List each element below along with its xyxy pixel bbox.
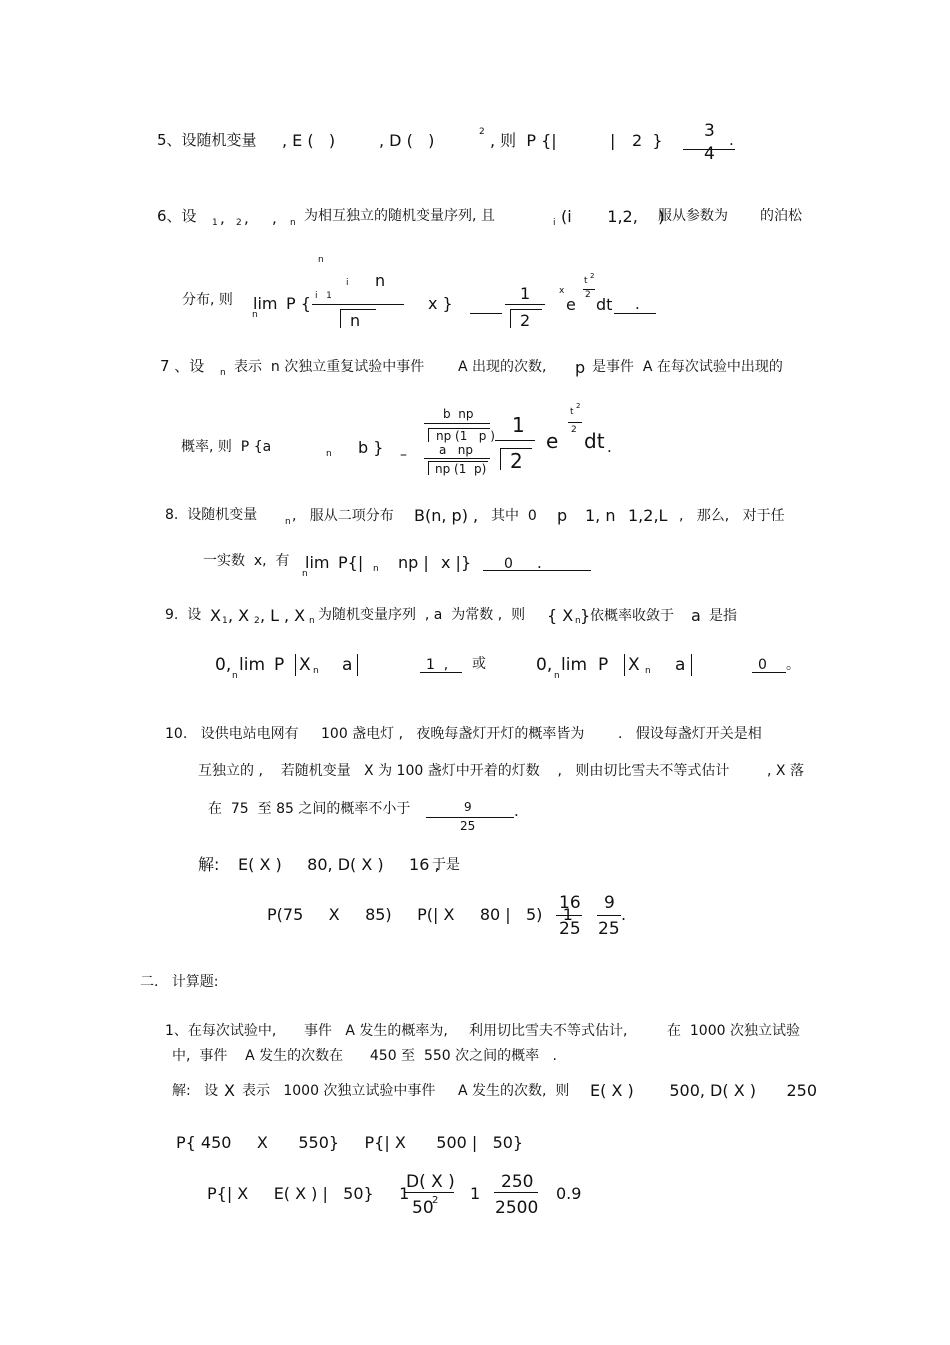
q9-P-b: P [598, 655, 609, 675]
q7-half: 2 [571, 425, 577, 435]
q6-comma-1: , [220, 209, 225, 227]
q9-lim-sub-b: n [554, 671, 560, 681]
q7-dt: dt [584, 429, 605, 453]
q9-brace-sub: n [575, 616, 581, 626]
q9-answer-2-blank [752, 672, 786, 673]
q7-t-square: 2 [576, 402, 581, 410]
calc-1-solution-label: 解: 设 [172, 1083, 219, 1099]
q6-sub-i: i [553, 218, 556, 228]
q10-answer-numerator: 9 [464, 800, 472, 814]
q9-brace: { X [547, 606, 574, 625]
q9-answer-1: 1 , [426, 657, 449, 673]
q9-cond-a: 0, [215, 655, 232, 675]
q5-bound: 2 } [632, 131, 663, 150]
q6-line2: 分布, 则 [182, 292, 233, 308]
q10-frac1-line [556, 915, 582, 916]
q10-frac1-denominator: 25 [559, 919, 581, 939]
q6-comma-2: , [244, 209, 249, 227]
q8-answer: 0 [504, 556, 513, 572]
q9-X-b: X [628, 655, 640, 675]
calc-1-prob-line-2: P{| X E( X ) | 50} 1 [207, 1184, 410, 1203]
q10-tail: . 假设每盏灯开关是相 [618, 726, 762, 742]
q6-dot: . [635, 295, 640, 313]
q7-lower-denominator: np (1 p) [435, 462, 487, 476]
q8-p: p [557, 506, 568, 525]
q10-answer-blank [426, 817, 514, 818]
q10-dot: . [514, 802, 519, 820]
q5-variance: , D ( ) [379, 131, 435, 150]
q7-p: p [575, 358, 586, 377]
q9-L: , L [260, 606, 280, 625]
q6-lim: lim [253, 294, 278, 313]
q9-X-a: X [299, 655, 311, 675]
q6-dt: dt [596, 295, 613, 314]
q9-period: 。 [786, 657, 800, 673]
q8-np: np | [398, 553, 429, 572]
q8-answer-blank [483, 570, 591, 571]
q10-lamps: 100 盏电灯 , 夜晚每盏灯开灯的概率皆为 [321, 726, 585, 742]
q10-frac1-numerator: 16 [559, 893, 581, 913]
q6-one-line [505, 304, 545, 305]
q8-tail: , 那么, 对于任 [679, 508, 785, 524]
calc-1-frac-line [404, 1192, 454, 1193]
q9-abs-close-b [691, 654, 692, 676]
calc-1-prob-line-1: P{ 450 X 550} P{| X 500 | 50} [176, 1133, 524, 1152]
q7-b: b } [358, 438, 384, 457]
q6-P: P { [286, 294, 311, 313]
q7-exp-line [568, 422, 582, 423]
q6-t: t [584, 276, 588, 286]
q9-answer-1-blank [420, 672, 462, 673]
q8-lim: lim [305, 553, 330, 572]
q5-expectation: , E ( ) [282, 131, 336, 150]
q6-t-square: 2 [590, 272, 595, 280]
q10-end-dot: . [621, 905, 627, 924]
q9-brace-close: } [580, 606, 591, 625]
q8-P: P{| [338, 553, 364, 572]
q9-xn: , X [284, 606, 306, 625]
q6-half: 2 [585, 290, 591, 300]
q5-probability: , 则 P {| [490, 131, 557, 150]
q5-lead: 5、设随机变量 [157, 131, 257, 149]
q10-line2: 互独立的 , 若随机变量 X 为 100 盏灯中开着的灯数 , 则由切比雪夫不等式估计 [198, 763, 730, 779]
q8-sub-n2: n [373, 564, 379, 574]
q6-sum-i: i [346, 278, 349, 288]
q8-lead: 8. 设随机变量 [165, 507, 258, 523]
q9-lim-sub-a: n [232, 671, 238, 681]
q9-lim-b: lim [561, 655, 588, 675]
q9-sub1: 1 [222, 616, 228, 626]
q7-sqrt2: 2 [510, 449, 523, 473]
q6-poisson: 的泊松 [760, 208, 802, 224]
q10-solution-then: 于是 [432, 857, 460, 873]
calc-1-part-d: 在 1000 次独立试验 [667, 1023, 800, 1039]
calc-1-frac-square: 2 [432, 1195, 439, 1206]
q6-radical2 [510, 310, 511, 328]
q6-blank-left [470, 313, 502, 314]
q9-x1: X [210, 606, 221, 625]
q6-one: 1 [520, 284, 531, 303]
q10-solution-moments: E( X ) 80, D( X ) 16 , [238, 855, 440, 874]
q10-probability-line: P(75 X 85) P(| X 80 | 5) 1 [267, 905, 573, 924]
q6-lim-sub: n [252, 310, 258, 320]
q7-radical [500, 448, 501, 470]
calc-1-frac2-denominator: 2500 [495, 1198, 539, 1218]
calc-1-part-c: 利用切比雪夫不等式估计, [469, 1023, 628, 1039]
q7-e: e [546, 429, 559, 453]
q8-text: , 服从二项分布 [292, 508, 394, 524]
q10-frac2-line [597, 915, 621, 916]
q9-abs-close-a [357, 654, 358, 676]
q8-n: 1, n [585, 506, 616, 525]
calc-1-frac2-numerator: 250 [501, 1172, 534, 1192]
q7-event: A 出现的次数, [458, 359, 547, 375]
q8-where: 其中 0 [491, 508, 537, 524]
q7-one-line [495, 440, 535, 441]
q7-upper-numerator: b np [443, 407, 474, 421]
q7-dash: – [400, 447, 407, 463]
q6-index-range: (i 1,2, ) [561, 207, 665, 226]
q7-upper-line [424, 423, 490, 424]
q10-line2-tail: , X 落 [767, 763, 804, 779]
calc-1-frac-denominator: 50 [412, 1198, 434, 1218]
q7-text: 表示 n 次独立重复试验中事件 [234, 359, 425, 375]
q9-tail: 依概率收敛于 [590, 608, 674, 624]
q7-lower-radical [428, 461, 429, 475]
q8-binomial: B(n, p) , [414, 506, 479, 525]
q7-sub-n2: n [326, 449, 332, 459]
q6-sqrt2: 2 [520, 311, 531, 330]
q5-answer-denominator: 4 [704, 144, 715, 164]
q6-comma-3: , [272, 209, 277, 227]
q8-seq: 1,2,L [628, 506, 668, 525]
q6-sup-x: x [559, 286, 565, 296]
q6-blank-right [614, 313, 656, 314]
q6-sqrt-n: n [350, 311, 361, 330]
q9-a: a [691, 606, 701, 625]
q7-t: t [570, 407, 574, 417]
q7-line2: 概率, 则 P {a [181, 439, 272, 455]
calc-1-solution-text: 表示 1000 次独立试验中事件 [242, 1083, 436, 1099]
q9-lead: 9. 设 [165, 607, 202, 623]
q5-bar: | [610, 131, 616, 150]
q5-answer-numerator: 3 [704, 121, 715, 141]
q6-n: n [375, 271, 386, 290]
q8-x: x |} [441, 553, 472, 572]
calc-1-one: 1 [470, 1184, 481, 1203]
q9-a-a: a [342, 655, 353, 675]
q6-radical [340, 310, 341, 328]
q6-x: x } [428, 294, 453, 313]
q8-line2: 一实数 x, 有 [203, 553, 290, 569]
q9-X-sub-b: n [645, 666, 651, 676]
q9-abs-open-b [624, 654, 625, 676]
calc-1-frac2-line [494, 1192, 538, 1193]
calc-1-part-a: 1、在每次试验中, [165, 1023, 277, 1039]
q7-sub-n: n [220, 368, 226, 378]
q6-subn: n [290, 218, 296, 228]
calc-1-solution-event: A 发生的次数, 则 [458, 1083, 570, 1099]
q7-one: 1 [512, 413, 525, 437]
q6-param-text: 服从参数为 [658, 208, 728, 224]
q6-fraction-line [312, 304, 404, 305]
q10-line3: 在 75 至 85 之间的概率不小于 [208, 801, 411, 817]
calc-1-part-e: 中, 事件 A 发生的次数在 450 至 550 次之间的概率 . [172, 1048, 557, 1064]
q7-lower-numerator: a np [439, 443, 474, 457]
q8-sub-n: n [285, 517, 291, 527]
q9-a-b: a [675, 655, 686, 675]
q8-lim-sub: n [302, 569, 308, 579]
q7-lower-line [424, 458, 490, 459]
q6-radical2-bar [510, 309, 542, 310]
q7-upper-denominator: np (1 p ) [436, 429, 495, 443]
q8-answer-dot: . [537, 554, 542, 572]
q9-tail2: 是指 [709, 608, 737, 624]
q7-lead: 7 、设 [160, 357, 205, 375]
calc-1-part-b: 事件 A 发生的概率为, [304, 1023, 448, 1039]
q9-x2: , X [228, 606, 250, 625]
q6-e: e [566, 295, 576, 314]
calc-1-frac-numerator: D( X ) [406, 1172, 455, 1192]
q6-sub1: 1 [212, 218, 218, 228]
q10-frac2-numerator: 9 [604, 893, 615, 913]
q9-text: 为随机变量序列 , a 为常数 , 则 [318, 607, 526, 623]
q9-cond-b: 0, [536, 655, 553, 675]
q9-P-a: P [274, 655, 285, 675]
q9-or: 或 [472, 656, 486, 672]
q10-lead: 10. 设供电站电网有 [165, 726, 299, 742]
q7-upper-radical [428, 428, 429, 442]
q6-sub2: 2 [236, 218, 242, 228]
q10-solution-label: 解: [198, 855, 220, 874]
q6-lead: 6、设 [157, 207, 197, 225]
q10-frac2-denominator: 25 [598, 919, 620, 939]
q9-sub2: 2 [254, 616, 260, 626]
calc-1-result: 0.9 [556, 1184, 582, 1203]
q7-dot: . [607, 438, 612, 456]
q9-X-sub-a: n [313, 666, 319, 676]
q9-lim-a: lim [239, 655, 266, 675]
q5-dot: . [729, 131, 734, 149]
q6-sum-upper: n [318, 255, 324, 265]
q5-square: 2 [479, 127, 485, 137]
q6-sum-lower: i 1 [315, 291, 332, 301]
section-2-title: 二. 计算题: [140, 974, 219, 990]
q10-answer-denominator: 25 [460, 819, 476, 833]
calc-1-variable: X [224, 1081, 235, 1100]
q9-subn: n [309, 616, 315, 626]
q9-abs-open-a [295, 654, 296, 676]
calc-1-moments: E( X ) 500, D( X ) 250 [590, 1081, 818, 1100]
q6-text: 为相互独立的随机变量序列, 且 [304, 208, 495, 224]
q7-tail: 是事件 A 在每次试验中出现的 [592, 359, 783, 375]
q6-radical-bar [340, 309, 376, 310]
q9-answer-2: 0 [758, 657, 767, 673]
